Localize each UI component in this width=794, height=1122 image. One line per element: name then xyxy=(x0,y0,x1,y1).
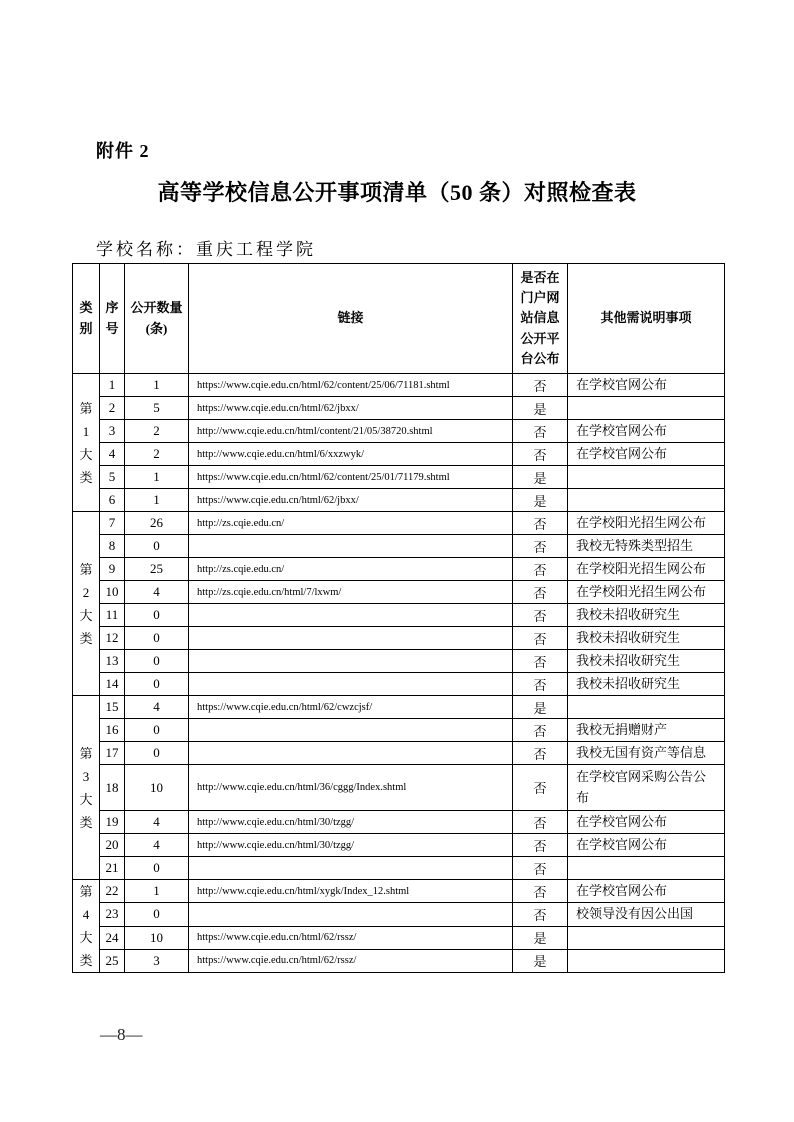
row-portal-flag: 是 xyxy=(513,397,568,420)
table-row xyxy=(73,857,725,880)
row-portal-flag: 否 xyxy=(513,604,568,627)
row-index: 25 xyxy=(100,949,125,972)
row-index: 7 xyxy=(100,512,125,535)
row-index: 8 xyxy=(100,535,125,558)
row-remark: 我校无特殊类型招生 xyxy=(568,535,725,558)
category-label: 第1大类 xyxy=(79,400,93,485)
row-index: 11 xyxy=(100,604,125,627)
row-count: 10 xyxy=(125,926,189,949)
row-index: 6 xyxy=(100,489,125,512)
table-row xyxy=(73,443,725,466)
row-portal-flag: 否 xyxy=(513,443,568,466)
row-count: 0 xyxy=(125,627,189,650)
row-count: 2 xyxy=(125,443,189,466)
table-row xyxy=(73,650,725,673)
row-link xyxy=(189,719,513,742)
table-row xyxy=(73,742,725,765)
row-count: 1 xyxy=(125,489,189,512)
row-link xyxy=(189,857,513,880)
table-row xyxy=(73,535,725,558)
row-count: 0 xyxy=(125,650,189,673)
row-count: 3 xyxy=(125,949,189,972)
row-count: 26 xyxy=(125,512,189,535)
category-label: 第2大类 xyxy=(79,561,93,646)
row-remark: 我校无捐赠财产 xyxy=(568,719,725,742)
row-index: 16 xyxy=(100,719,125,742)
row-remark: 我校未招收研究生 xyxy=(568,627,725,650)
row-remark: 在学校官网公布 xyxy=(568,443,725,466)
school-name-label: 学校名称：重庆工程学院 xyxy=(96,240,316,259)
row-portal-flag: 否 xyxy=(513,834,568,857)
col-header-index: 序号 xyxy=(100,264,125,374)
category-cell-group1 xyxy=(73,374,100,512)
row-remark: 在学校阳光招生网公布 xyxy=(568,558,725,581)
row-count: 1 xyxy=(125,466,189,489)
row-link: https://www.cqie.edu.cn/html/62/jbxx/ xyxy=(189,489,513,512)
row-count: 0 xyxy=(125,604,189,627)
row-portal-flag: 否 xyxy=(513,512,568,535)
row-index: 2 xyxy=(100,397,125,420)
row-link xyxy=(189,742,513,765)
row-link: http://www.cqie.edu.cn/html/content/21/05/38720.shtml xyxy=(189,420,513,443)
row-index: 17 xyxy=(100,742,125,765)
row-count: 4 xyxy=(125,696,189,719)
row-index: 20 xyxy=(100,834,125,857)
row-link: https://www.cqie.edu.cn/html/62/jbxx/ xyxy=(189,397,513,420)
table-row xyxy=(73,397,725,420)
row-count: 10 xyxy=(125,765,189,811)
row-remark: 在学校官网公布 xyxy=(568,811,725,834)
row-link: http://www.cqie.edu.cn/html/xygk/Index_12.shtml xyxy=(189,880,513,903)
col-header-remark: 其他需说明事项 xyxy=(568,264,725,374)
row-remark: 在学校官网采购公告公布 xyxy=(568,765,725,811)
row-portal-flag: 否 xyxy=(513,420,568,443)
row-portal-flag: 否 xyxy=(513,742,568,765)
col-header-category: 类别 xyxy=(73,264,100,374)
row-index: 5 xyxy=(100,466,125,489)
row-remark: 在学校阳光招生网公布 xyxy=(568,581,725,604)
row-link: http://zs.cqie.edu.cn/ xyxy=(189,558,513,581)
table-row xyxy=(73,811,725,834)
row-portal-flag: 否 xyxy=(513,558,568,581)
row-count: 4 xyxy=(125,811,189,834)
row-link: https://www.cqie.edu.cn/html/62/rssz/ xyxy=(189,949,513,972)
row-remark: 校领导没有因公出国 xyxy=(568,903,725,926)
row-count: 25 xyxy=(125,558,189,581)
row-link xyxy=(189,673,513,696)
row-remark xyxy=(568,949,725,972)
row-portal-flag: 否 xyxy=(513,673,568,696)
row-remark xyxy=(568,397,725,420)
row-count: 4 xyxy=(125,834,189,857)
row-portal-flag: 否 xyxy=(513,719,568,742)
table-row xyxy=(73,673,725,696)
row-index: 15 xyxy=(100,696,125,719)
row-link: http://www.cqie.edu.cn/html/6/xxzwyk/ xyxy=(189,443,513,466)
table-header-row xyxy=(73,264,725,374)
col-header-portal: 是否在门户网站信息公开平台公布 xyxy=(513,264,568,374)
row-count: 2 xyxy=(125,420,189,443)
row-index: 23 xyxy=(100,903,125,926)
row-portal-flag: 是 xyxy=(513,696,568,719)
row-portal-flag: 否 xyxy=(513,627,568,650)
row-remark: 在学校官网公布 xyxy=(568,420,725,443)
row-index: 18 xyxy=(100,765,125,811)
col-header-link: 链接 xyxy=(189,264,513,374)
row-remark: 我校未招收研究生 xyxy=(568,650,725,673)
row-remark: 在学校官网公布 xyxy=(568,374,725,397)
row-index: 13 xyxy=(100,650,125,673)
row-portal-flag: 否 xyxy=(513,581,568,604)
row-count: 0 xyxy=(125,719,189,742)
row-portal-flag: 否 xyxy=(513,811,568,834)
category-cell-group4 xyxy=(73,880,100,973)
table-row xyxy=(73,604,725,627)
row-index: 21 xyxy=(100,857,125,880)
row-link: http://www.cqie.edu.cn/html/36/cggg/Index.shtml xyxy=(189,765,513,811)
row-link: https://www.cqie.edu.cn/html/62/cwzcjsf/ xyxy=(189,696,513,719)
category-label: 第4大类 xyxy=(79,884,93,968)
table-row xyxy=(73,466,725,489)
row-index: 1 xyxy=(100,374,125,397)
row-count: 0 xyxy=(125,535,189,558)
row-remark xyxy=(568,696,725,719)
category-cell-group3 xyxy=(73,696,100,880)
row-remark xyxy=(568,466,725,489)
row-index: 19 xyxy=(100,811,125,834)
row-remark: 我校未招收研究生 xyxy=(568,673,725,696)
row-count: 0 xyxy=(125,742,189,765)
row-remark: 我校未招收研究生 xyxy=(568,604,725,627)
row-portal-flag: 否 xyxy=(513,857,568,880)
table-row xyxy=(73,489,725,512)
row-portal-flag: 否 xyxy=(513,880,568,903)
row-index: 3 xyxy=(100,420,125,443)
table-row xyxy=(73,880,725,903)
row-index: 4 xyxy=(100,443,125,466)
category-cell-group2 xyxy=(73,512,100,696)
row-portal-flag: 是 xyxy=(513,926,568,949)
row-remark: 在学校官网公布 xyxy=(568,834,725,857)
table-row xyxy=(73,765,725,811)
row-remark xyxy=(568,857,725,880)
disclosure-checklist-table xyxy=(72,263,725,973)
row-index: 12 xyxy=(100,627,125,650)
row-portal-flag: 否 xyxy=(513,374,568,397)
row-remark: 在学校阳光招生网公布 xyxy=(568,512,725,535)
table-row xyxy=(73,420,725,443)
row-index: 10 xyxy=(100,581,125,604)
row-portal-flag: 否 xyxy=(513,903,568,926)
table-row xyxy=(73,512,725,535)
row-remark xyxy=(568,926,725,949)
table-row xyxy=(73,374,725,397)
row-portal-flag: 否 xyxy=(513,650,568,673)
row-count: 1 xyxy=(125,880,189,903)
row-remark xyxy=(568,489,725,512)
table-row xyxy=(73,719,725,742)
row-portal-flag: 是 xyxy=(513,466,568,489)
row-link xyxy=(189,535,513,558)
row-link xyxy=(189,903,513,926)
row-link: http://www.cqie.edu.cn/html/30/tzgg/ xyxy=(189,811,513,834)
table-row xyxy=(73,581,725,604)
category-label: 第3大类 xyxy=(79,745,93,830)
row-link: https://www.cqie.edu.cn/html/62/content/25/01/71179.shtml xyxy=(189,466,513,489)
table-row xyxy=(73,926,725,949)
row-portal-flag: 是 xyxy=(513,489,568,512)
row-link: https://www.cqie.edu.cn/html/62/content/25/06/71181.shtml xyxy=(189,374,513,397)
row-link xyxy=(189,650,513,673)
row-portal-flag: 是 xyxy=(513,949,568,972)
table-row xyxy=(73,627,725,650)
row-link xyxy=(189,604,513,627)
table-row xyxy=(73,696,725,719)
row-link: http://www.cqie.edu.cn/html/30/tzgg/ xyxy=(189,834,513,857)
attachment-label: 附件 2 xyxy=(96,141,150,161)
page-title: 高等学校信息公开事项清单（50 条）对照检查表 xyxy=(157,180,637,205)
row-index: 22 xyxy=(100,880,125,903)
page-number: —8— xyxy=(100,1025,143,1044)
row-portal-flag: 否 xyxy=(513,765,568,811)
row-count: 1 xyxy=(125,374,189,397)
table-row xyxy=(73,949,725,972)
row-link: https://www.cqie.edu.cn/html/62/rssz/ xyxy=(189,926,513,949)
table-row xyxy=(73,558,725,581)
row-remark: 我校无国有资产等信息 xyxy=(568,742,725,765)
row-count: 0 xyxy=(125,673,189,696)
table-row xyxy=(73,903,725,926)
row-count: 0 xyxy=(125,903,189,926)
row-index: 14 xyxy=(100,673,125,696)
table-row xyxy=(73,834,725,857)
row-link: http://zs.cqie.edu.cn/html/7/lxwm/ xyxy=(189,581,513,604)
row-count: 4 xyxy=(125,581,189,604)
row-index: 24 xyxy=(100,926,125,949)
row-portal-flag: 否 xyxy=(513,535,568,558)
row-link: http://zs.cqie.edu.cn/ xyxy=(189,512,513,535)
row-remark: 在学校官网公布 xyxy=(568,880,725,903)
row-link xyxy=(189,627,513,650)
row-index: 9 xyxy=(100,558,125,581)
row-count: 5 xyxy=(125,397,189,420)
col-header-count: 公开数量(条) xyxy=(125,264,189,374)
row-count: 0 xyxy=(125,857,189,880)
